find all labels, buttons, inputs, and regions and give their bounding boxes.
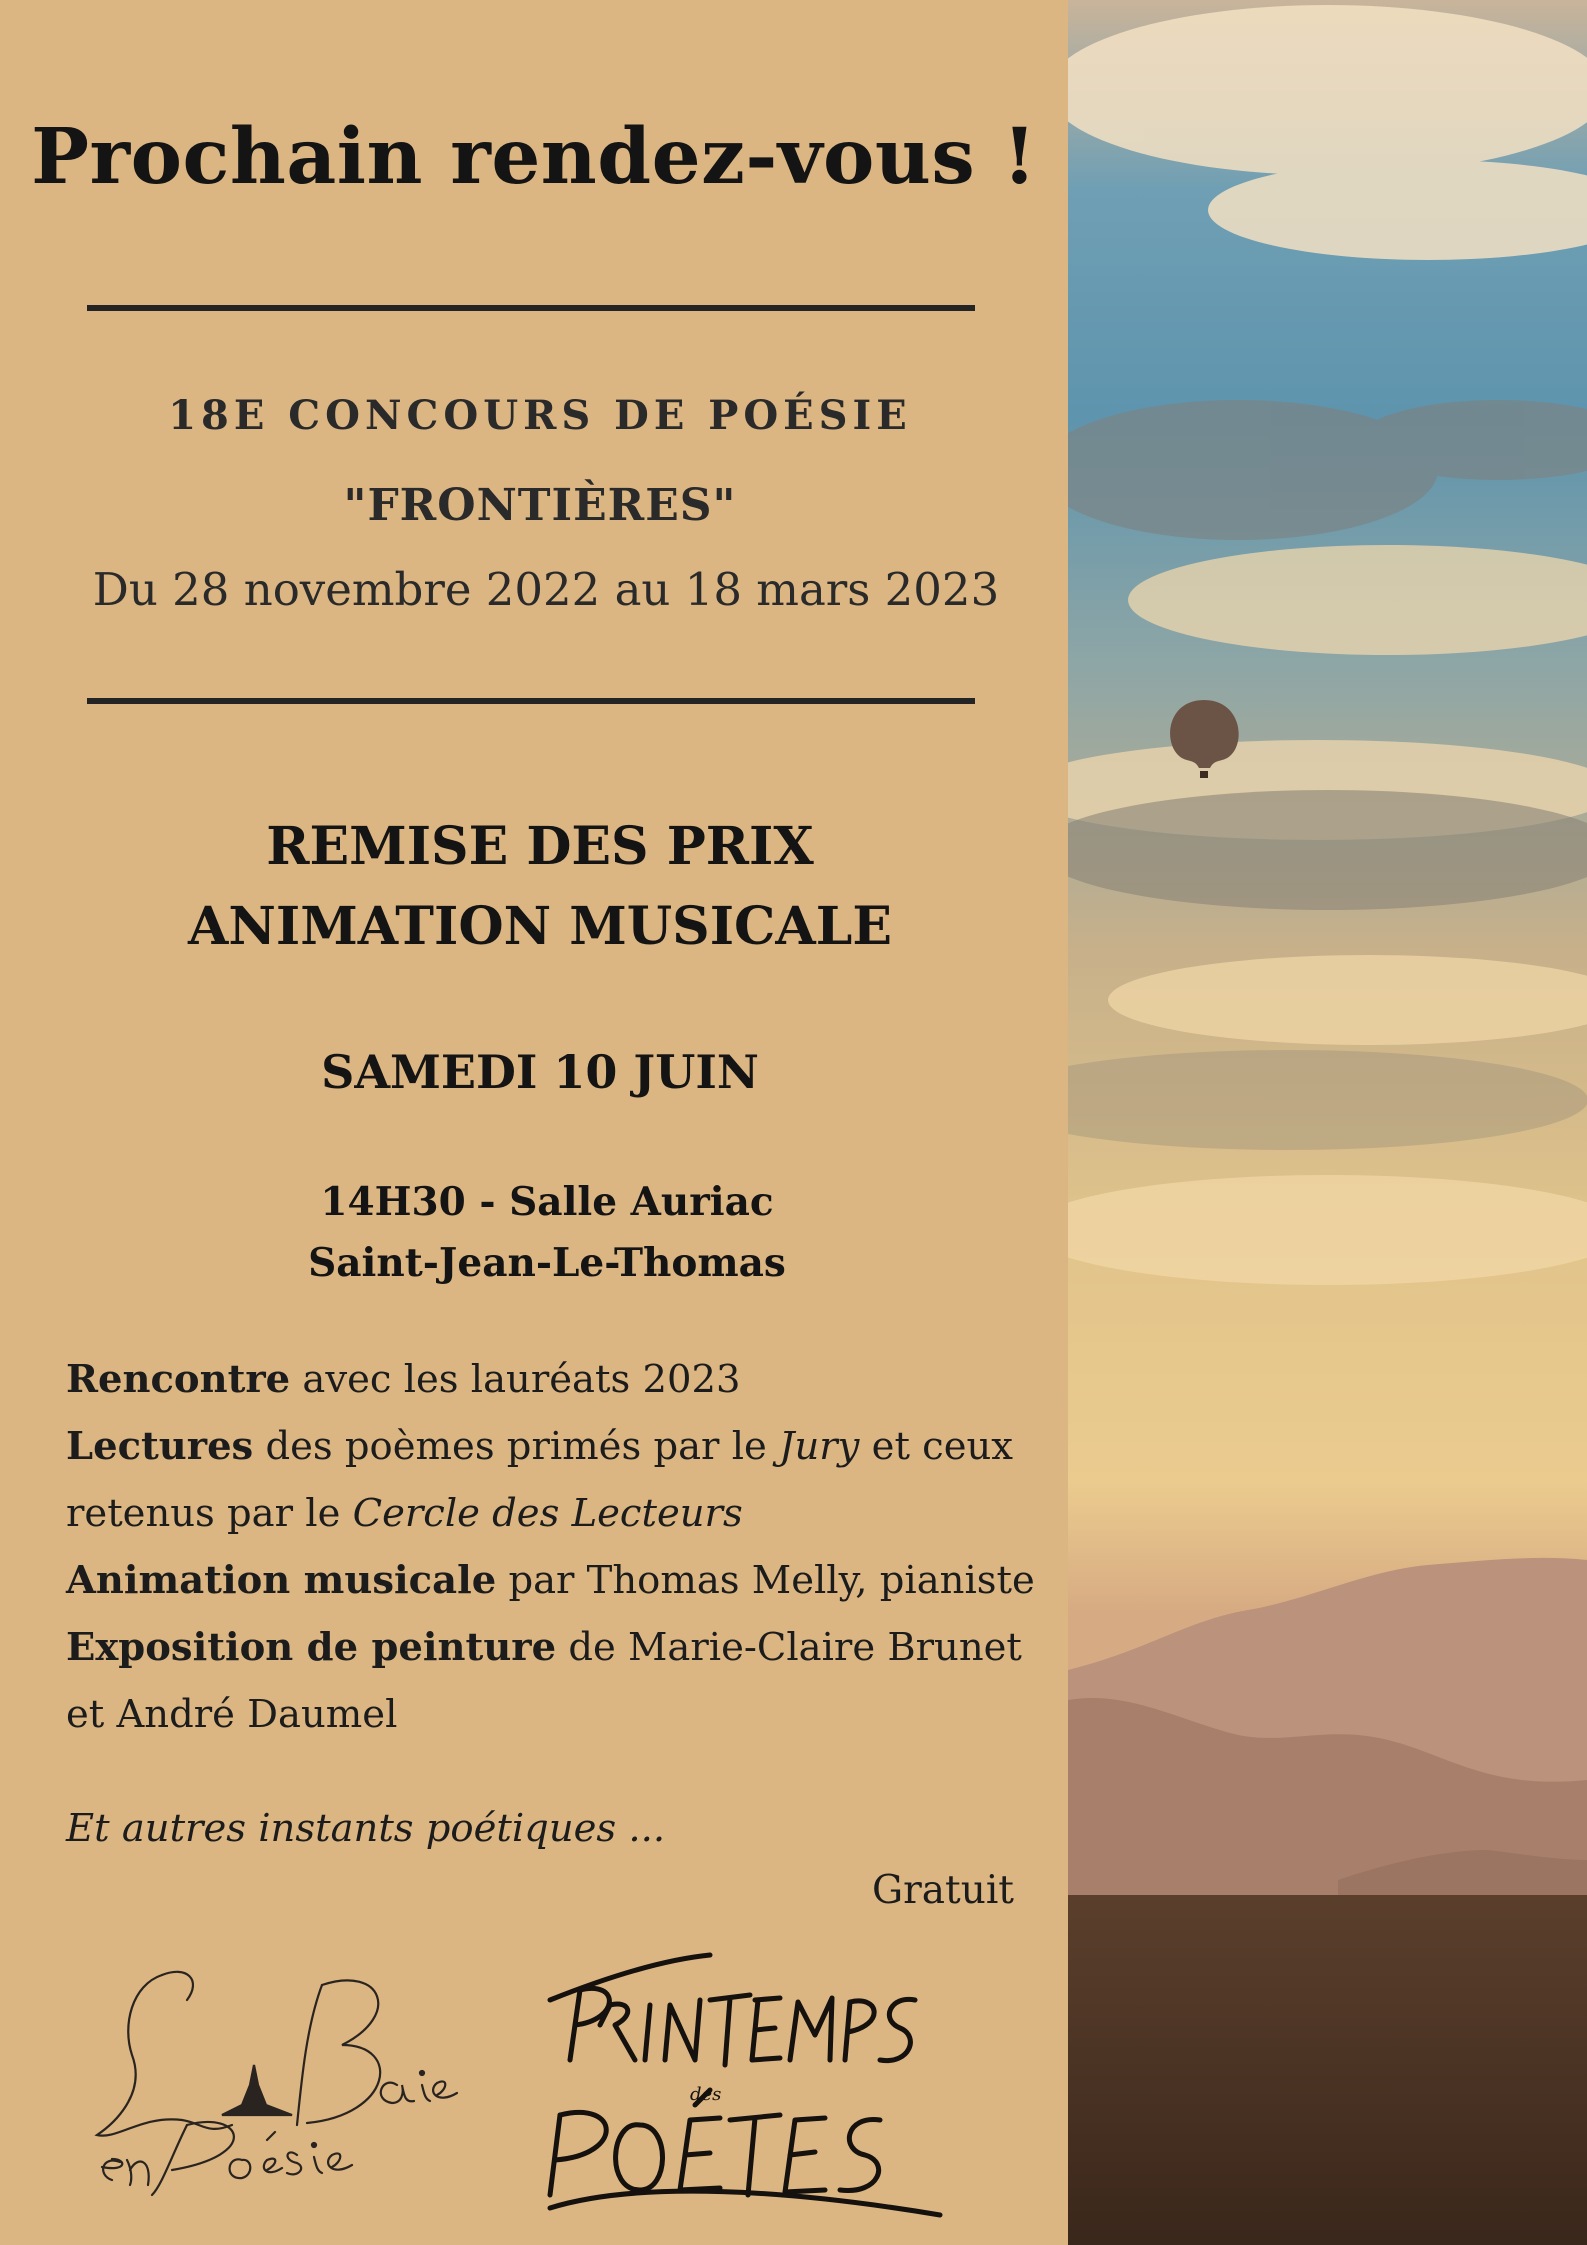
program-item-text: et ceux retenus par le <box>66 1424 1014 1536</box>
program-item-bold: Animation musicale <box>66 1558 497 1603</box>
logo-baie-en-poesie <box>92 1945 512 2209</box>
program-item-bold: Rencontre <box>66 1357 291 1402</box>
program-item-exposition <box>66 1614 1056 1748</box>
program-item-bold: Lectures <box>66 1424 254 1469</box>
other-moments-et: Et <box>66 1806 122 1851</box>
divider-bottom <box>87 698 975 704</box>
logo-printemps-des-poetes <box>540 1940 960 2234</box>
svg-text:des: des <box>690 2084 722 2105</box>
event-town: Saint-Jean-Le-Thomas <box>308 1240 786 1286</box>
event-line-prizes: REMISE DES PRIX <box>266 816 814 877</box>
contest-theme: "FRONTIÈRES" <box>343 480 737 531</box>
program-list <box>66 1346 1056 1748</box>
event-headline <box>0 807 1080 967</box>
event-time-place: 14H30 - Salle Auriac <box>320 1179 774 1225</box>
program-item-text: par Thomas Melly, pianiste <box>496 1558 1035 1603</box>
contest-edition: 18E CONCOURS DE POÉSIE <box>168 392 912 439</box>
program-item-rencontre <box>66 1346 1056 1413</box>
program-item-text: des poèmes primés par le <box>253 1424 780 1469</box>
landscape-photo <box>1068 0 1587 2245</box>
contest-dates: Du 28 novembre 2022 au 18 mars 2023 <box>92 563 1000 616</box>
divider-top <box>87 305 975 311</box>
program-item-cercle: Cercle des Lecteurs <box>352 1491 743 1536</box>
other-moments <box>66 1806 665 1851</box>
program-item-bold: Exposition de peinture <box>66 1625 557 1670</box>
program-item-text: avec les lauréats 2023 <box>290 1357 741 1402</box>
price-free: Gratuit <box>872 1868 1014 1913</box>
other-moments-text: autres instants poétiques ... <box>121 1806 666 1851</box>
program-item-jury: Jury <box>779 1424 860 1469</box>
program-item-lectures <box>66 1413 1056 1547</box>
program-item-animation <box>66 1547 1056 1614</box>
event-venue <box>0 1172 1094 1294</box>
event-date: SAMEDI 10 JUIN <box>321 1045 759 1099</box>
page-title: Prochain rendez-vous ! <box>31 112 1037 202</box>
program-item-text: de Marie-Claire Brunet et André Daumel <box>66 1625 1022 1737</box>
event-line-music: ANIMATION MUSICALE <box>188 896 892 957</box>
